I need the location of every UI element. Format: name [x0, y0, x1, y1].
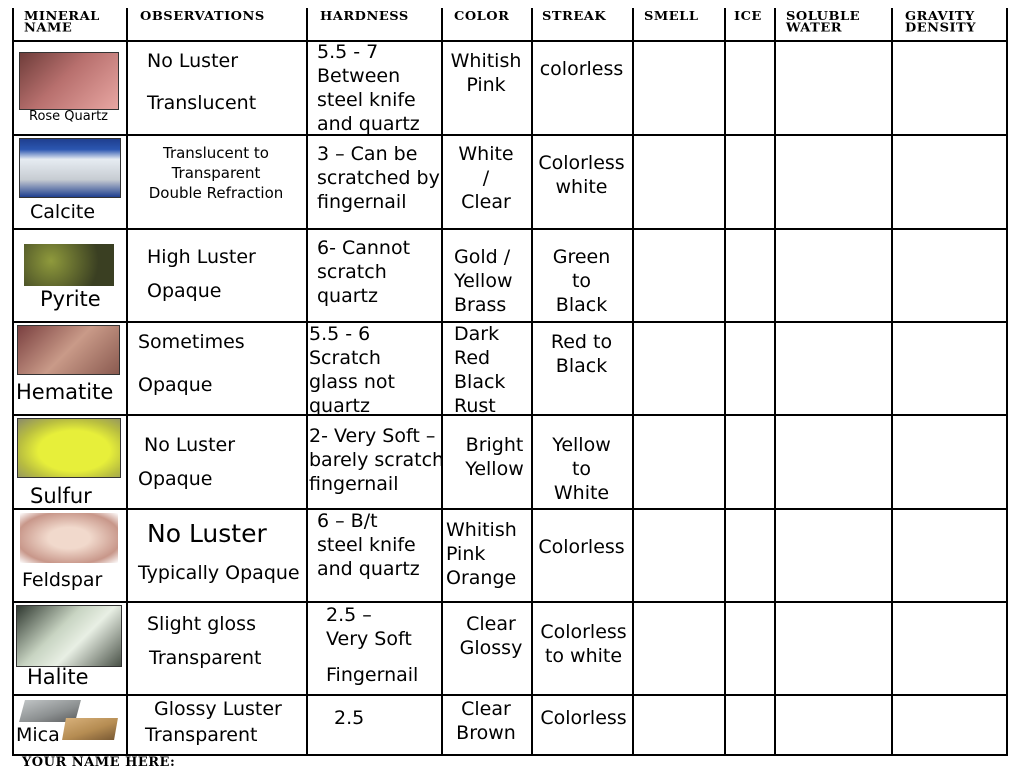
streak-value: Red to Black [550, 331, 613, 377]
observation: Slight gloss [147, 613, 256, 635]
grid-line [891, 8, 893, 756]
color-value: Clear Brown [456, 698, 516, 744]
grid-line [126, 8, 128, 756]
hardness-value: 6- Cannot scratch quartz [317, 237, 411, 307]
observation: No Luster [147, 50, 239, 72]
feldspar-photo [20, 513, 118, 563]
color-value: Bright Yellow [465, 434, 524, 480]
hardness-value: 5.5 - 7 Between steel knife and quartz [317, 41, 420, 135]
streak-value: Colorless white [538, 152, 625, 198]
header-gravity-density: GRAVITY DENSITY [905, 10, 976, 36]
mineral-name: Calcite [30, 201, 96, 223]
header-streak: STREAK [542, 10, 607, 24]
observation: No Luster [147, 519, 267, 548]
hardness-value: 2.5 [334, 707, 365, 729]
mineral-name: Halite [27, 665, 89, 689]
mineral-name: Hematite [16, 380, 114, 404]
grid-line [12, 508, 1008, 510]
mineral-name: Mica [16, 724, 60, 746]
color-value: Clear Glossy [459, 613, 523, 659]
observation: Glossy Luster [154, 698, 282, 720]
header-color: COLOR [454, 10, 510, 24]
hardness-value: Fingernail [326, 664, 419, 686]
observation: Translucent to Transparent Double Refraction [148, 144, 284, 202]
observation: Opaque [138, 374, 213, 396]
observation: Transparent [145, 724, 258, 746]
color-value: Whitish Pink Orange [446, 519, 517, 589]
grid-line [12, 8, 14, 756]
mineral-table [12, 8, 1008, 756]
header-ice: ICE [734, 10, 762, 24]
grid-line [724, 8, 726, 756]
header-smell: SMELL [644, 10, 699, 24]
grid-line [12, 134, 1008, 136]
hardness-value: 6 – B/t steel knife and quartz [317, 510, 420, 580]
hardness-value: 2.5 – Very Soft [326, 604, 412, 650]
hematite-photo [17, 325, 120, 375]
calcite-photo [19, 138, 121, 198]
grid-line [12, 40, 1008, 42]
observation: Typically Opaque [138, 562, 300, 584]
mineral-name: Pyrite [40, 287, 101, 311]
grid-line [774, 8, 776, 756]
observation: Opaque [147, 280, 222, 302]
streak-value: Green to Black [552, 246, 611, 316]
observation: Translucent [147, 92, 257, 114]
streak-value: Colorless [540, 707, 627, 729]
mica-photo [62, 718, 118, 740]
header-soluble-water: SOLUBLE WATER [786, 10, 861, 36]
your-name-label: YOUR NAME HERE: [22, 755, 176, 770]
observation: Transparent [149, 647, 262, 669]
color-value: Whitish Pink [450, 50, 522, 96]
header-observations: OBSERVATIONS [140, 10, 265, 24]
halite-photo [16, 605, 122, 667]
color-value: Gold / Yellow Brass [454, 246, 513, 316]
header-mineral-name: MINERAL NAME [24, 10, 100, 36]
grid-line [1006, 8, 1008, 756]
pyrite-photo [24, 244, 114, 286]
mineral-name: Rose Quartz [29, 109, 109, 124]
observation: Opaque [138, 468, 213, 490]
hardness-value: 3 – Can be scratched by fingernail [317, 143, 440, 213]
grid-line [12, 228, 1008, 230]
grid-line [306, 8, 308, 756]
grid-line [12, 694, 1008, 696]
mineral-name: Feldspar [22, 569, 103, 591]
streak-value: Yellow to White [552, 434, 611, 504]
streak-value: Colorless [538, 536, 625, 558]
rose-quartz-photo [19, 52, 119, 110]
streak-value: colorless [539, 58, 624, 80]
grid-line [12, 321, 1008, 323]
observation: High Luster [147, 246, 256, 268]
observation: Sometimes [138, 331, 245, 353]
streak-value: Colorless to white [540, 621, 627, 667]
sulfur-photo [17, 418, 121, 478]
hardness-value: 5.5 - 6 Scratch glass not quartz [309, 323, 395, 417]
color-value: Dark Red Black Rust [454, 323, 506, 417]
header-hardness: HARDNESS [320, 10, 409, 24]
grid-line [12, 601, 1008, 603]
grid-line [12, 414, 1008, 416]
mineral-name: Sulfur [30, 484, 92, 508]
color-value: White / Clear [458, 143, 514, 213]
hardness-value: 2- Very Soft – barely scratch fingernail [309, 425, 445, 495]
observation: No Luster [144, 434, 236, 456]
